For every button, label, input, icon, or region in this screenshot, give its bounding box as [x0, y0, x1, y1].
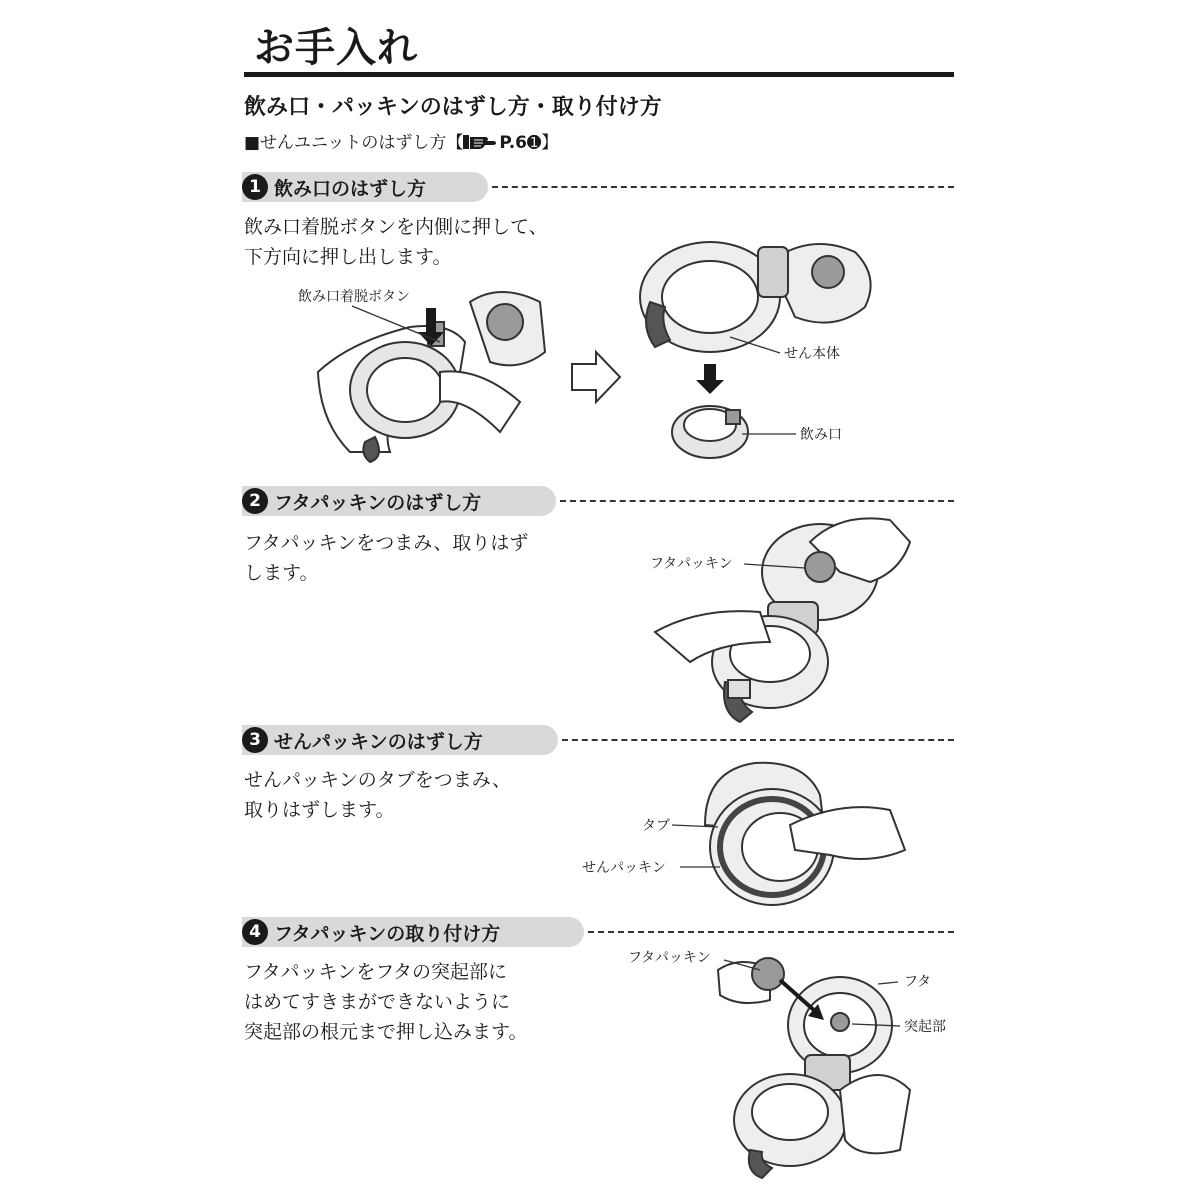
- step-1-heading: [242, 172, 488, 202]
- step-4-title: フタパッキンの取り付け方: [274, 922, 501, 945]
- step-3-title: せんパッキンのはずし方: [274, 730, 483, 753]
- step-2-title: フタパッキンのはずし方: [274, 491, 482, 514]
- reference-step: ➊: [527, 133, 542, 153]
- subsection-line: [244, 130, 558, 159]
- step-2-illustration: [640, 512, 920, 727]
- step-2-heading: [242, 486, 556, 516]
- label-protrusion: 突起部: [904, 1019, 946, 1035]
- title-rule: [244, 72, 954, 77]
- label-mouth: 飲み口: [800, 427, 842, 443]
- step-4-number: 4: [242, 919, 268, 945]
- label-tab: タブ: [642, 818, 670, 834]
- step-2-text: フタパッキンをつまみ、取りはず します。: [244, 532, 529, 584]
- step-1-title: 飲み口のはずし方: [274, 177, 427, 200]
- step-1-divider: [492, 186, 954, 188]
- label-unit-packing: せんパッキン: [582, 860, 666, 876]
- step-3-text: せんパッキンのタブをつまみ、 取りはずします。: [244, 769, 511, 821]
- step-2-number: 2: [242, 488, 268, 514]
- label-lid-packing: フタパッキン: [650, 556, 733, 572]
- pointing-hand-icon: [463, 133, 497, 159]
- step-4-illustration: [620, 940, 960, 1180]
- page-title: お手入れ: [254, 25, 418, 71]
- label-unit-body: せん本体: [784, 346, 840, 362]
- step-2-divider: [560, 500, 954, 502]
- step-4-heading: [242, 917, 584, 947]
- label-lid: フタ: [904, 974, 932, 990]
- step-1-number: 1: [242, 174, 268, 200]
- step-3-illustration: [580, 755, 920, 915]
- subsection-text: ■せんユニットのはずし方【: [244, 133, 464, 153]
- step-1-illustration: [290, 222, 890, 492]
- step-4-text: フタパッキンをフタの突起部に はめてすきまができないように 突起部の根元まで押し込みます。: [244, 961, 528, 1043]
- step-4-divider: [588, 931, 954, 933]
- step-3-divider: [562, 739, 954, 741]
- step-3-heading: [242, 725, 558, 755]
- step-3-number: 3: [242, 727, 268, 753]
- label-lid-packing-attach: フタパッキン: [628, 950, 711, 966]
- label-mouth-button: 飲み口着脱ボタン: [298, 289, 410, 305]
- section-heading: 飲み口・パッキンのはずし方・取り付け方: [244, 95, 662, 120]
- subsection-close: 】: [541, 133, 559, 153]
- step-1-text: 飲み口着脱ボタンを内側に押して、 下方向に押し出します。: [244, 216, 548, 268]
- reference-page: P.6: [499, 133, 528, 153]
